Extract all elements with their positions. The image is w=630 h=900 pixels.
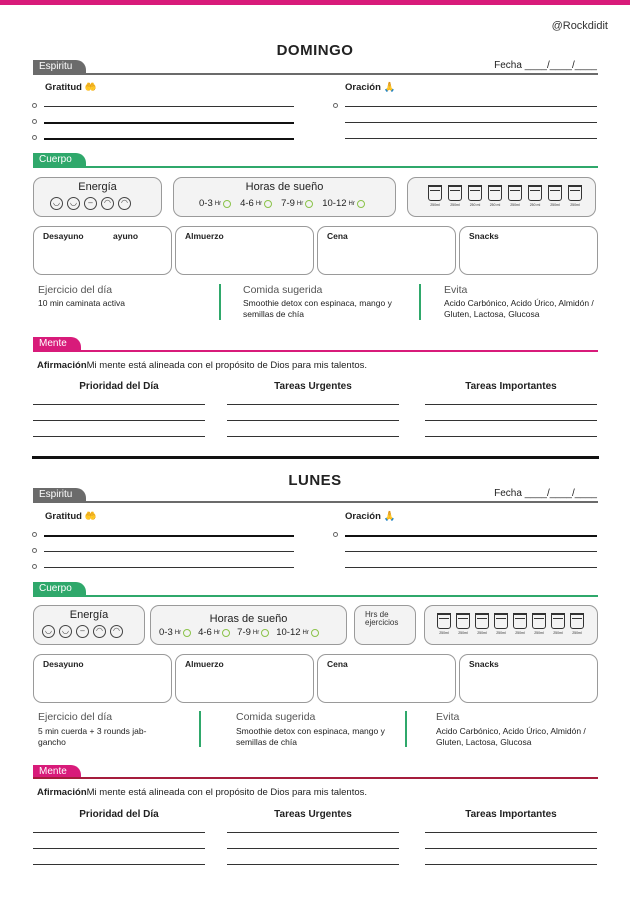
horas-sueno-box [150,605,347,645]
cuerpo-tab: Cuerpo [33,582,86,596]
oracion-line[interactable] [345,138,597,139]
oracion-line[interactable] [345,567,597,568]
bullet-dot [32,103,37,108]
task-line[interactable] [33,436,205,437]
bullet-dot [32,135,37,140]
meal-box-cena[interactable] [317,654,456,703]
column-divider [419,284,421,320]
water-glass-icon[interactable]: 250ml [427,185,443,207]
meal-box-cena[interactable] [317,226,456,275]
espiritu-tab: Espiritu [33,488,86,502]
water-glass-icon[interactable]: 250ml [512,613,528,635]
afirmacion: AfirmaciónMi mente está alineada con el propósito de Dios para mis talentos. [37,360,368,371]
espiritu-rule [33,73,598,75]
meal-box-desayuno[interactable] [33,226,172,275]
oracion-line[interactable] [345,122,597,123]
praying-hands-icon: 🙏 [383,511,396,522]
water-glass-icon[interactable]: 250ml [474,613,490,635]
water-glass-icon[interactable]: 250ml [455,613,471,635]
fecha-field[interactable]: Fecha ____/____/____ [494,60,597,71]
top-accent-bar [0,0,630,5]
hrs-ejercicios-box[interactable] [354,605,416,645]
water-tracker-box [407,177,596,217]
meal-label: Desayuno [43,231,84,241]
water-glass-icon[interactable]: 250ml [569,613,585,635]
very-happy-face-icon[interactable]: ◡ [50,197,63,210]
radio-icon [305,200,313,208]
evita-heading: Evita [436,711,460,723]
task-line[interactable] [33,404,205,405]
meal-label: Snacks [469,659,499,669]
radio-icon [357,200,365,208]
oracion-text: Oración [345,511,381,522]
column-divider [405,711,407,747]
radio-icon [223,200,231,208]
water-glass-icon[interactable]: 250ml [493,613,509,635]
fecha-field[interactable]: Fecha ____/____/____ [494,488,597,499]
water-glass-icon[interactable]: 250 ml [487,185,503,207]
neutral-face-icon[interactable]: – [76,625,89,638]
gratitud-line[interactable] [44,567,294,568]
water-glass-icon[interactable]: 250ml [567,185,583,207]
column-divider [199,711,201,747]
task-line[interactable] [227,864,399,865]
urgentes-heading: Tareas Urgentes [274,809,352,820]
meal-label: Almuerzo [185,231,224,241]
energia-title: Energía [69,609,109,621]
meal-label: Almuerzo [185,659,224,669]
heart-hand-icon: 🤲 [84,82,97,93]
water-tracker-box [424,605,598,645]
espiritu-tab: Espiritu [33,60,86,74]
meal-box-almuerzo[interactable] [175,654,314,703]
gratitud-line[interactable] [44,106,294,107]
bullet-dot [333,103,338,108]
mente-tab: Mente [33,765,81,779]
praying-hands-icon: 🙏 [383,82,396,93]
water-glass-icon[interactable]: 250ml [550,613,566,635]
water-glass-icon[interactable]: 250ml [507,185,523,207]
mente-tab: Mente [33,337,81,351]
comida-text: Smoothie detox con espinaca, mango y semillas de chía [236,726,385,747]
comida-heading: Comida sugerida [243,284,323,296]
meal-box-snacks[interactable] [459,226,598,275]
ejercicio-heading: Ejercicio del día [38,711,113,723]
task-line[interactable] [227,404,399,405]
task-line[interactable] [33,848,205,849]
sleep-option[interactable]: 7-9 Hr [237,627,269,638]
gratitud-line[interactable] [44,122,294,124]
oracion-line[interactable] [345,551,597,552]
energia-box [33,177,162,217]
task-line[interactable] [227,832,399,833]
sleep-option[interactable]: 0-3 Hr [199,198,231,209]
oracion-line[interactable] [345,106,597,107]
column-divider [219,284,221,320]
water-glass-icon[interactable]: 250ml [547,185,563,207]
meal-box-desayuno[interactable] [33,654,172,703]
mente-rule [33,777,598,779]
day-title: LUNES [288,472,342,489]
gratitud-line[interactable] [44,138,294,140]
sleep-option[interactable]: 10-12 Hr [322,198,365,209]
task-line[interactable] [33,420,205,421]
author-handle: @Rockdidit [551,20,608,32]
oracion-label [345,511,395,522]
meal-label: Cena [327,231,348,241]
cuerpo-rule [33,595,598,597]
task-line[interactable] [227,436,399,437]
very-happy-face-icon[interactable]: ◡ [42,625,55,638]
evita-heading: Evita [444,284,468,296]
comida-text: Smoothie detox con espinaca, mango y semillas de chía [243,298,392,319]
horas-sueno-title: Horas de sueño [245,181,324,193]
water-glass-icon[interactable]: 250ml [531,613,547,635]
very-sad-face-icon[interactable]: ◠ [118,197,131,210]
gratitud-line[interactable] [44,551,294,552]
evita-text: Acido Carbónico, Acido Úrico, Almidón / Gluten, Lactosa, Glucosa [436,726,586,747]
gratitud-line[interactable] [44,535,294,537]
heart-hand-icon: 🤲 [84,511,97,522]
day-divider [32,456,599,459]
espiritu-rule [33,501,598,503]
task-line[interactable] [425,420,597,421]
gratitud-text: Gratitud [45,511,82,522]
sleep-option[interactable]: 4-6 Hr [198,627,230,638]
horas-sueno-title: Horas de sueño [209,613,288,625]
gratitud-text: Gratitud [45,82,82,93]
energia-box [33,605,145,645]
bullet-dot [32,119,37,124]
task-line[interactable] [425,404,597,405]
horas-sueno-box [173,177,396,217]
radio-icon [311,629,319,637]
energia-faces [42,625,144,638]
sleep-options [199,198,395,209]
meal-label: Desayuno [43,659,84,669]
radio-icon [222,629,230,637]
neutral-face-icon[interactable]: – [84,197,97,210]
water-cups [436,613,597,635]
task-line[interactable] [227,420,399,421]
sleep-option[interactable]: 0-3 Hr [159,627,191,638]
sad-face-icon[interactable]: ◠ [93,625,106,638]
water-glass-icon[interactable]: 250 ml [527,185,543,207]
bullet-dot [333,532,338,537]
bullet-dot [32,548,37,553]
ayuno-label: ayuno [113,231,139,241]
prioridad-heading: Prioridad del Día [79,809,159,820]
sleep-options [159,627,346,638]
task-line[interactable] [425,848,597,849]
happy-face-icon[interactable]: ◡ [59,625,72,638]
task-line[interactable] [33,832,205,833]
bullet-dot [32,564,37,569]
water-glass-icon[interactable]: 250ml [436,613,452,635]
oracion-text: Oración [345,82,381,93]
task-line[interactable] [33,864,205,865]
meal-label: Snacks [469,231,499,241]
meal-label: Cena [327,659,348,669]
importantes-heading: Tareas Importantes [465,381,557,392]
importantes-heading: Tareas Importantes [465,809,557,820]
oracion-line[interactable] [345,535,597,537]
radio-icon [261,629,269,637]
prioridad-heading: Prioridad del Día [79,381,159,392]
very-sad-face-icon[interactable]: ◠ [110,625,123,638]
gratitud-label [45,511,96,522]
energia-faces [50,197,161,210]
afirmacion: AfirmaciónMi mente está alineada con el propósito de Dios para mis talentos. [37,787,368,798]
meal-box-snacks[interactable] [459,654,598,703]
task-line[interactable] [227,848,399,849]
bullet-dot [32,532,37,537]
oracion-label [345,82,395,93]
water-glass-icon[interactable]: 250ml [447,185,463,207]
cuerpo-tab: Cuerpo [33,153,86,167]
meal-box-almuerzo[interactable] [175,226,314,275]
task-line[interactable] [425,864,597,865]
sleep-option[interactable]: 10-12 Hr [276,627,319,638]
sad-face-icon[interactable]: ◠ [101,197,114,210]
hrs-ejercicios-label: Hrs de ejercicios [365,610,399,627]
sleep-option[interactable]: 4-6 Hr [240,198,272,209]
task-line[interactable] [425,436,597,437]
ejercicio-text: 10 min caminata activa [38,298,125,308]
ejercicio-text: 5 min cuerda + 3 rounds jab-gancho [38,726,147,747]
day-title: DOMINGO [276,42,354,59]
mente-rule [33,350,598,352]
gratitud-label [45,82,96,93]
urgentes-heading: Tareas Urgentes [274,381,352,392]
water-cups [427,185,595,207]
happy-face-icon[interactable]: ◡ [67,197,80,210]
water-glass-icon[interactable]: 250 ml [467,185,483,207]
ejercicio-heading: Ejercicio del día [38,284,113,296]
energia-title: Energía [78,181,117,193]
cuerpo-rule [33,166,598,168]
task-line[interactable] [425,832,597,833]
radio-icon [183,629,191,637]
evita-text: Acido Carbónico, Acido Úrico, Almidón / Gluten, Lactosa, Glucosa [444,298,594,319]
sleep-option[interactable]: 7-9 Hr [281,198,313,209]
comida-heading: Comida sugerida [236,711,316,723]
radio-icon [264,200,272,208]
